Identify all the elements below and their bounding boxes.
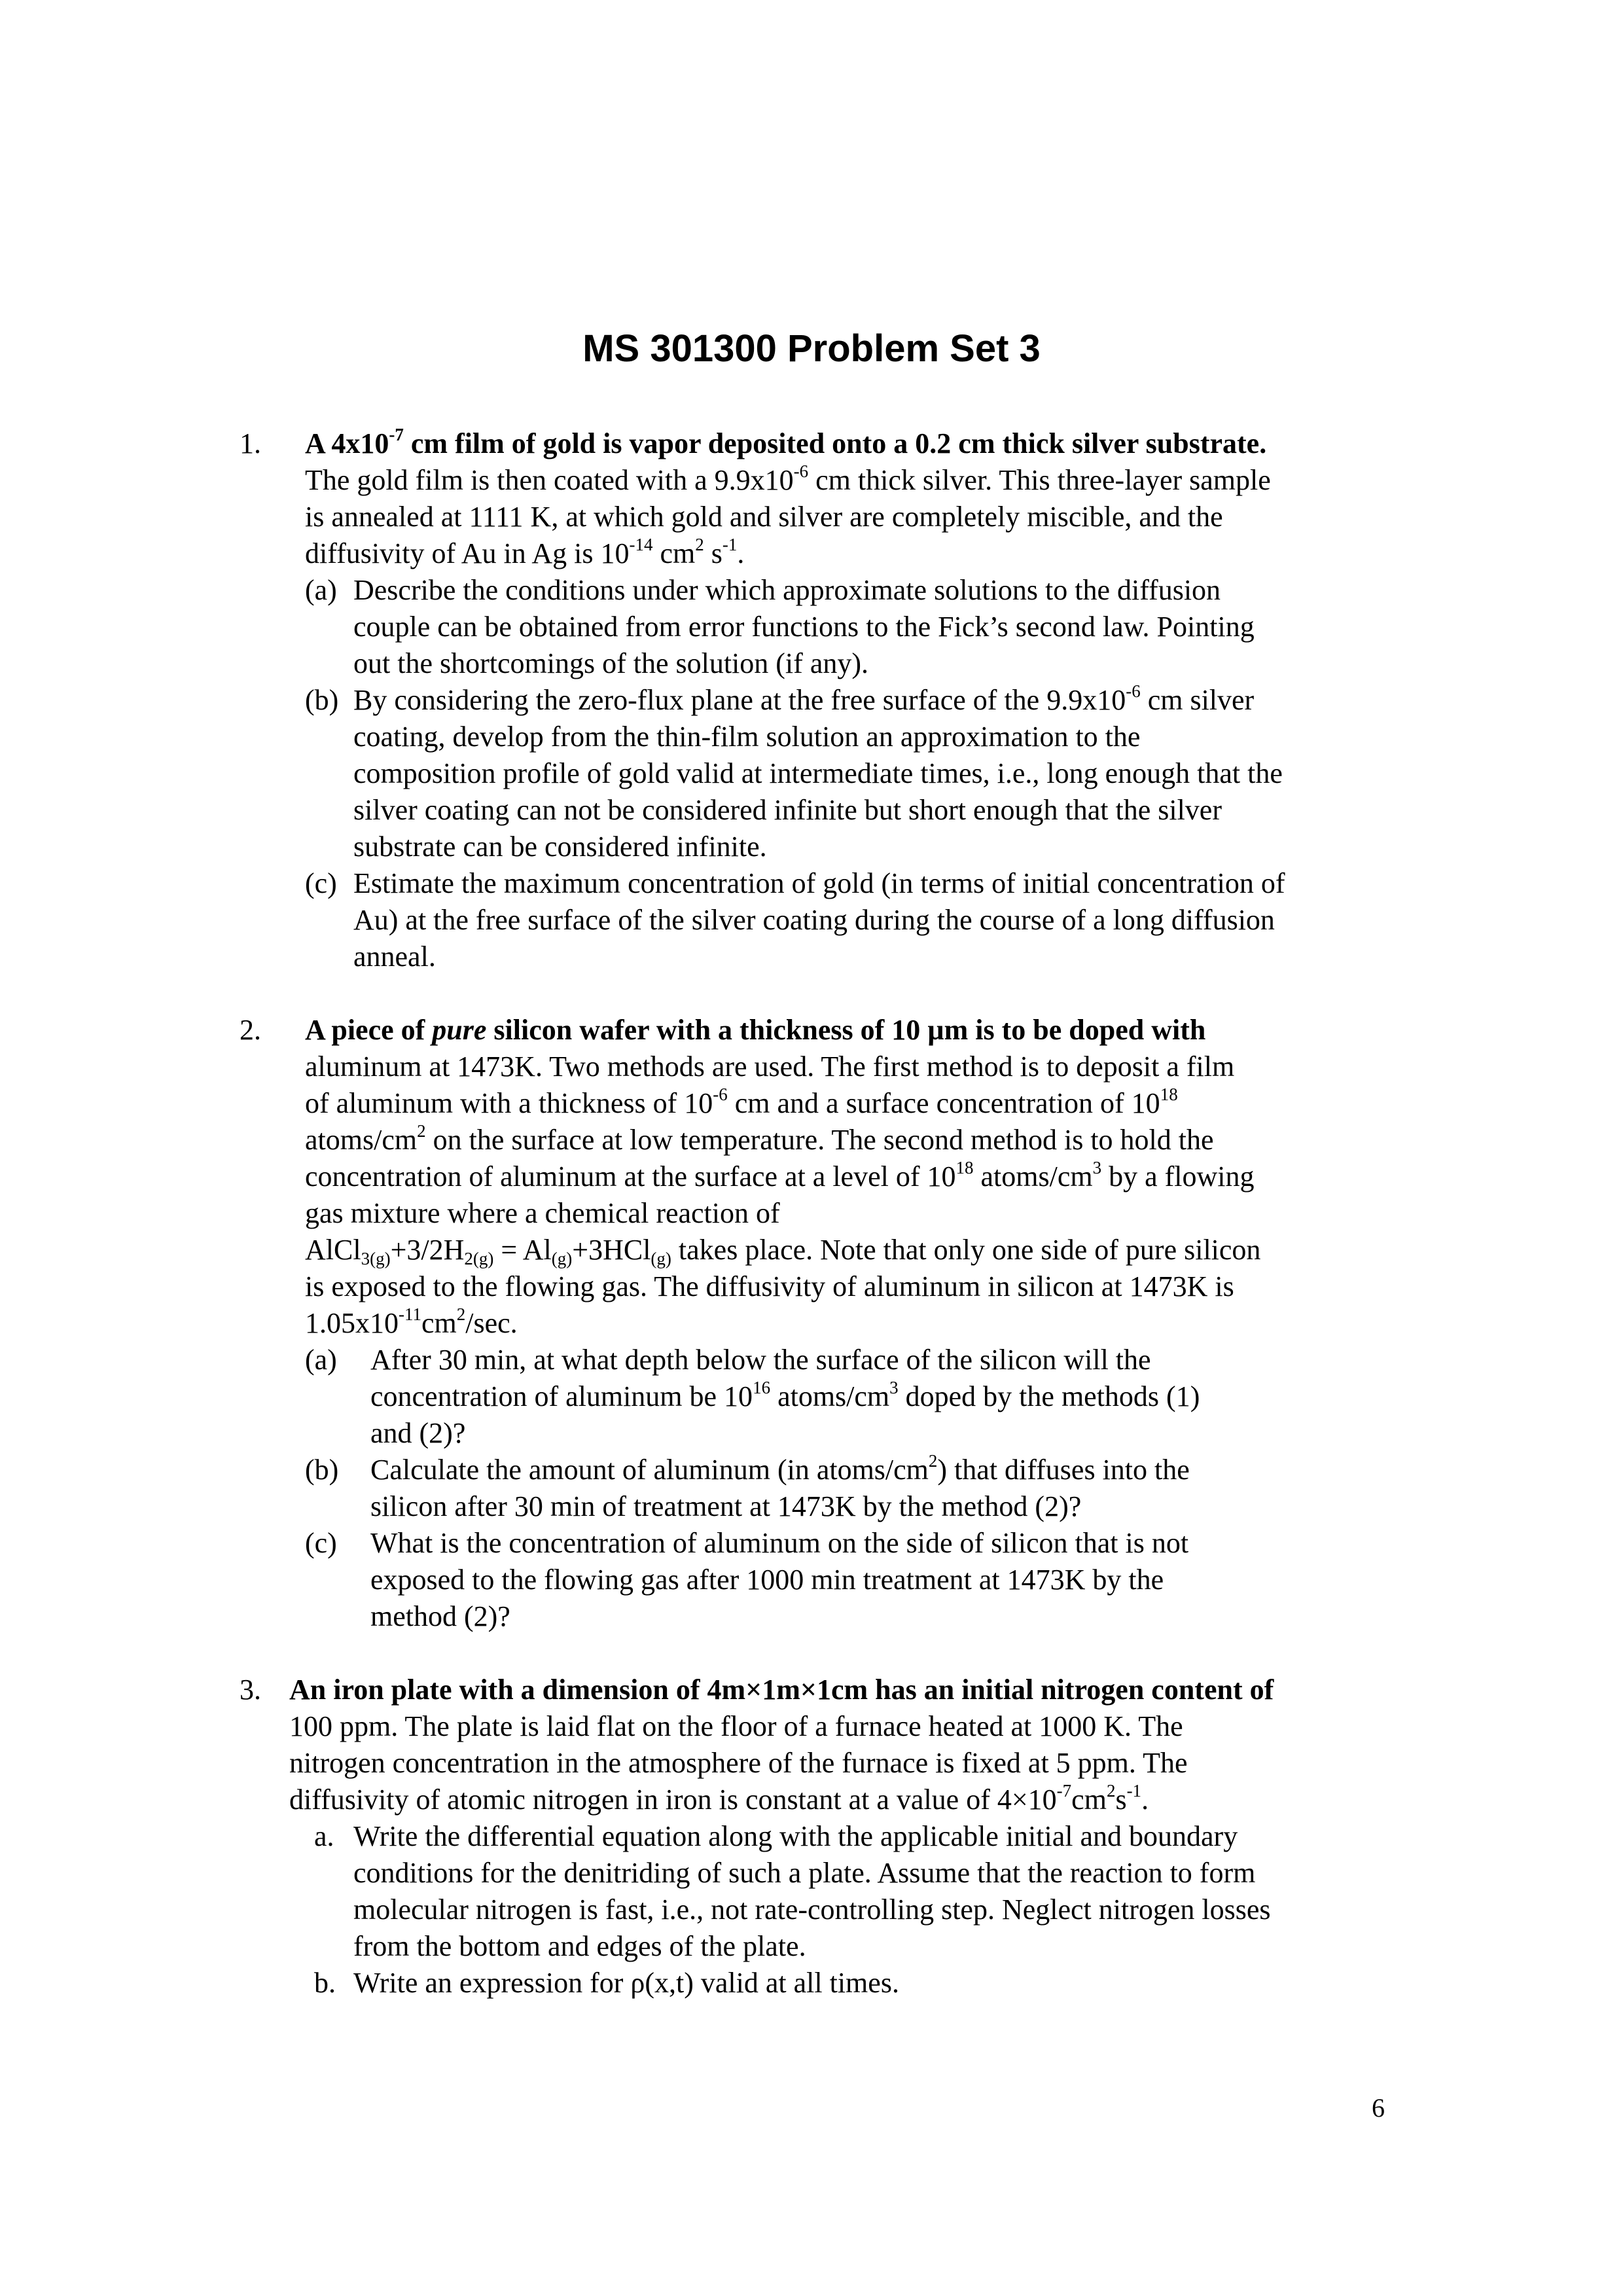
problem-1-line-2: The gold film is then coated with a $9.9x10^{-6}$ cm thick silver. This three-layer sample bbox=[305, 461, 1271, 496]
subpart-label: (a) bbox=[305, 574, 337, 606]
problem-1a-line-3: out the shortcomings of the solution (if any). bbox=[353, 647, 868, 679]
problem-1b-line-2: coating, develop from the thin-film solution an approximation to the bbox=[353, 721, 1141, 753]
page-title: MS 301300 Problem Set 3 bbox=[582, 327, 1041, 370]
problem-2c-line-3: method (2)? bbox=[370, 1600, 510, 1632]
problem-3-line-4: diffusivity of atomic nitrogen in iron is constant at a value of $4\times 10^{-7}cm^2s^{-1}$. bbox=[289, 1781, 1149, 1816]
problem-2-line-8: is exposed to the flowing gas. The diffusivity of aluminum in silicon at 1473K is bbox=[305, 1270, 1234, 1302]
subpart-label: (c) bbox=[305, 1527, 337, 1559]
problem-2-line-3: of aluminum with a thickness of $10^{-6}$ cm and a surface concentration of $10^{18}$ bbox=[305, 1085, 1178, 1119]
problem-3-line-3: nitrogen concentration in the atmosphere of the furnace is fixed at 5 ppm. The bbox=[289, 1747, 1188, 1779]
problem-1c-line-2: Au) at the free surface of the silver coating during the course of a long diffusion bbox=[353, 904, 1275, 936]
problem-1-line-3: is annealed at 1111 K, at which gold and silver are completely miscible, and the bbox=[305, 501, 1223, 533]
problem-3b-line-1: Write an expression for ρ(x,t) valid at all times. bbox=[353, 1967, 899, 1999]
problem-1c-line-1: Estimate the maximum concentration of gold (in terms of initial concentration of bbox=[353, 867, 1285, 899]
problem-2-line-7: $AlCl_{3(g)}+3/2H_{2(g)} = Al_{(g)}+3HCl_{(g)}$ takes place. Note that only one side of pure silicon bbox=[305, 1234, 1261, 1268]
subpart-label: (b) bbox=[305, 1454, 339, 1486]
problem-1a-line-1: Describe the conditions under which approximate solutions to the diffusion bbox=[353, 574, 1221, 606]
problem-number: 1. bbox=[240, 427, 261, 459]
problem-2a-line-3: and (2)? bbox=[370, 1417, 466, 1449]
problem-1a-line-2: couple can be obtained from error functions to the Fick’s second law. Pointing bbox=[353, 611, 1255, 643]
problem-1-line-1: A $4x10^{-7}$ cm film of gold is vapor deposited onto a 0.2 cm thick silver substrate. bbox=[305, 425, 1267, 459]
problem-number: 2. bbox=[240, 1014, 261, 1046]
subpart-label: b. bbox=[314, 1967, 336, 1999]
problem-2b-line-2: silicon after 30 min of treatment at 1473K by the method (2)? bbox=[370, 1490, 1082, 1522]
problem-1c-line-3: anneal. bbox=[353, 941, 436, 973]
problem-2-line-1: A piece of pure silicon wafer with a thickness of 10 µm is to be doped with bbox=[305, 1014, 1206, 1046]
problem-1b-line-1: By considering the zero-flux plane at the free surface of the $9.9x10^{-6}$ cm silver bbox=[353, 681, 1255, 716]
problem-number: 3. bbox=[240, 1674, 261, 1706]
problem-1b-line-4: silver coating can not be considered infinite but short enough that the silver bbox=[353, 794, 1222, 826]
problem-1-line-4: diffusivity of Au in Ag is $10^{-14}$ $cm^2$ $s^{-1}$. bbox=[305, 535, 745, 569]
problem-2a-line-2: concentration of aluminum be $10^{16}$ atoms/$cm^3$ doped by the methods (1) bbox=[370, 1378, 1200, 1412]
problem-2-line-9: $1.05x10^{-11}cm^2/\sec$. bbox=[305, 1304, 518, 1339]
subpart-label: (b) bbox=[305, 684, 339, 716]
problem-3-line-1: An iron plate with a dimension of 4m×1m×1cm has an initial nitrogen content of bbox=[289, 1674, 1274, 1706]
problem-2c-line-2: exposed to the flowing gas after 1000 min treatment at 1473K by the bbox=[370, 1564, 1164, 1596]
subpart-label: (c) bbox=[305, 867, 337, 899]
problem-3a-line-4: from the bottom and edges of the plate. bbox=[353, 1930, 806, 1962]
problem-3a-line-2: conditions for the denitriding of such a plate. Assume that the reaction to form bbox=[353, 1857, 1256, 1889]
problem-2-line-2: aluminum at 1473K. Two methods are used. The first method is to deposit a film bbox=[305, 1050, 1235, 1083]
problem-1b-line-5: substrate can be considered infinite. bbox=[353, 831, 767, 863]
problem-3a-line-1: Write the differential equation along with the applicable initial and boundary bbox=[353, 1820, 1238, 1852]
problem-2c-line-1: What is the concentration of aluminum on the side of silicon that is not bbox=[370, 1527, 1189, 1559]
subpart-label: (a) bbox=[305, 1344, 337, 1376]
problem-2-line-6: gas mixture where a chemical reaction of bbox=[305, 1197, 780, 1229]
problem-1b-line-3: composition profile of gold valid at intermediate times, i.e., long enough that the bbox=[353, 757, 1283, 789]
page-number: 6 bbox=[1372, 2093, 1385, 2123]
problem-3a-line-3: molecular nitrogen is fast, i.e., not rate-controlling step. Neglect nitrogen losses bbox=[353, 1893, 1271, 1926]
problem-2-line-4: atoms/$cm^2$ on the surface at low temperature. The second method is to hold the bbox=[305, 1121, 1214, 1156]
problem-2b-line-1: Calculate the amount of aluminum (in atoms/$cm^2$) that diffuses into the bbox=[370, 1451, 1190, 1486]
problem-3-line-2: 100 ppm. The plate is laid flat on the floor of a furnace heated at 1000 K. The bbox=[289, 1710, 1183, 1742]
subpart-label: a. bbox=[314, 1820, 334, 1852]
problem-2-line-5: concentration of aluminum at the surface at a level of $10^{18}$ atoms/$cm^3$ by a flowing bbox=[305, 1158, 1255, 1193]
problem-2a-line-1: After 30 min, at what depth below the surface of the silicon will the bbox=[370, 1344, 1151, 1376]
